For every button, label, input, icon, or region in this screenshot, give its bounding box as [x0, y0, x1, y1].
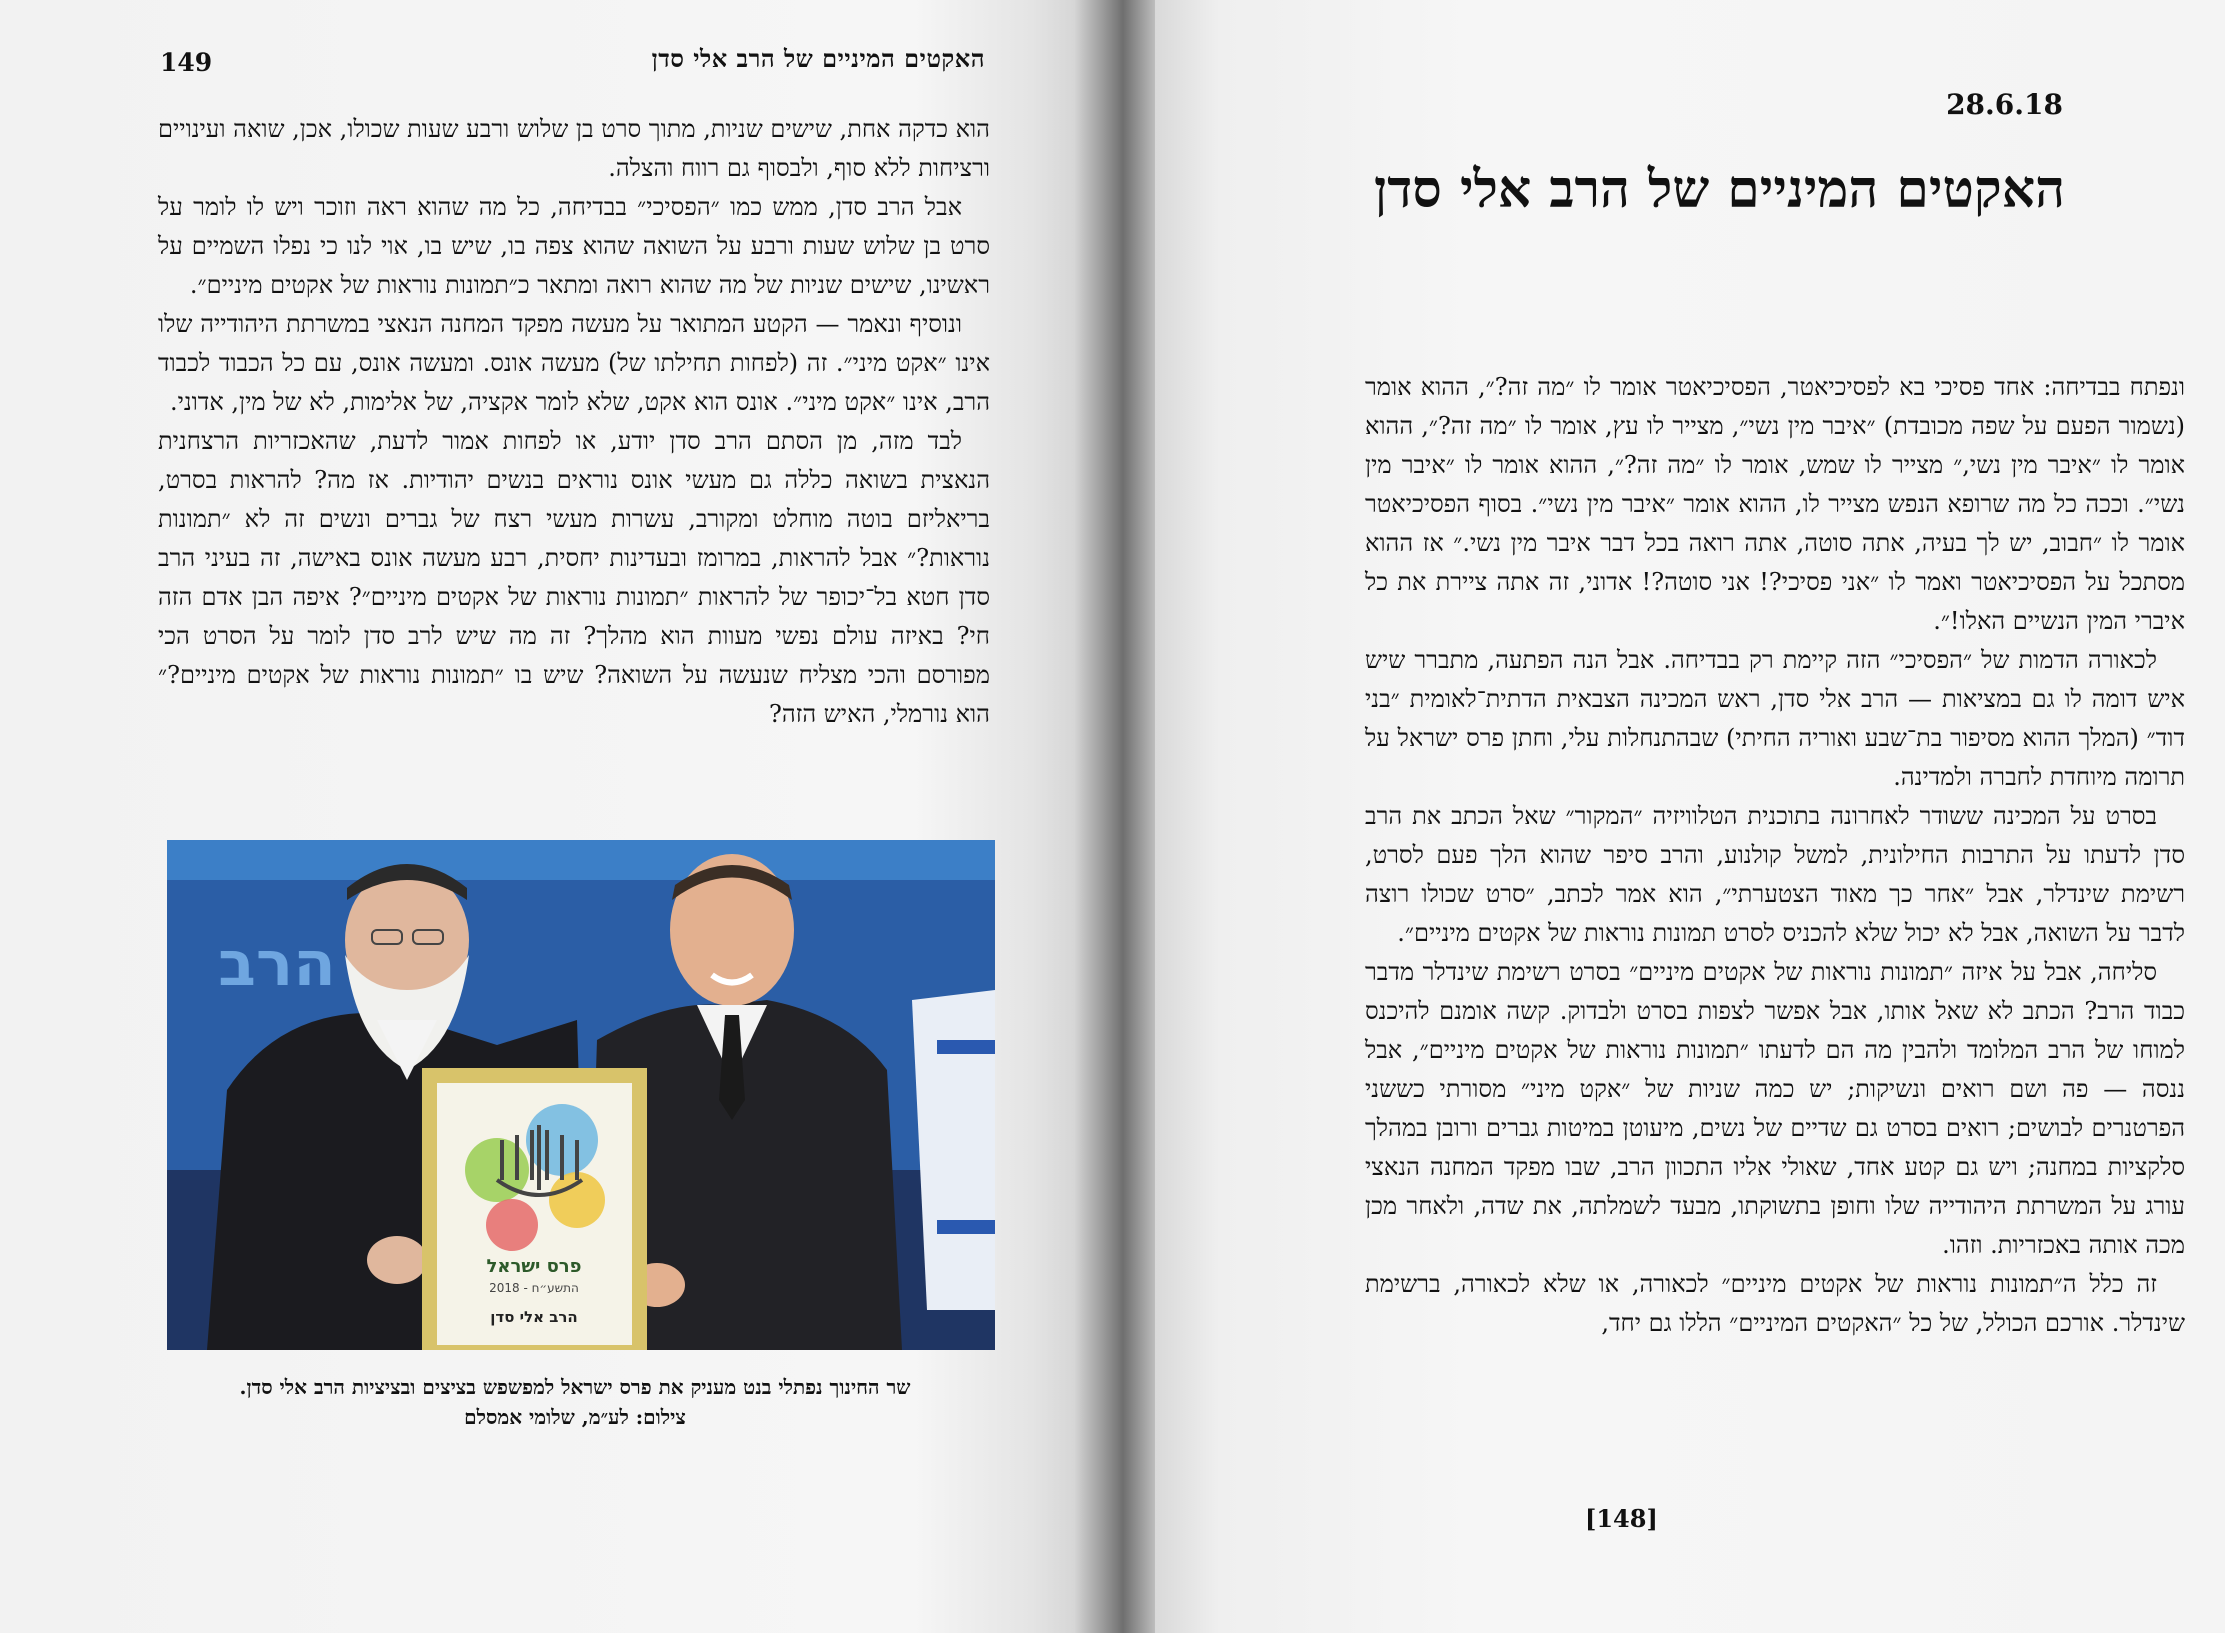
- certificate-title: פרס ישראל: [486, 1256, 582, 1277]
- left-paragraph-4: לבד מזה, מן הסתם הרב סדן יודע, או לפחות אמור לדעת, שהאכזריות הרצחנית הנאצית בשואה כללה גם מעשי אונס נוראים בנשים יהודיות. אז מה? להראות בסרט, בריאליזם בוטה מוחלט ומקורב, עשרות מעשי רצח של גברים ונשים זה לא ״תמונות נוראות?״ אבל להראות, במרומז ובעדינות יחסית, רבע מעשה אונס באישה, זה בעיני הרב סדן חטא בל־יכופר של להראות ״תמונות נוראות של אקטים מיניים״? איפה הבן אדם הזה חי? באיזה עולם נפשי מעוות הוא מהלך? זה מה שיש לרב סדן לומר על הסרט הכי מפורסם והכי מצליח שנעשה על השואה? שיש בו ״תמונות נוראות של אקטים מיניים?״ הוא נורמלי, האיש הזה?: [158, 427, 990, 728]
- left-running-head: האקטים המיניים של הרב אלי סדן: [651, 44, 985, 73]
- right-paragraph-4: סליחה, אבל על איזה ״תמונות נוראות של אקטים מיניים״ בסרט רשימת שינדלר מדבר כבוד הרב? הכתב לא שאל אותו, אבל אפשר לצפות בסרט ולבדוק. קשה אומנם להיכנס למוחו של הרב המלומד ולהבין מה הם לדעתו ״תמונות נוראות של אקטים מיניים״, אבל ננסה — פה ושם רואים ונשיקות; יש כמה שניות של ״אקט מיני״ מסורתי כששני הפרטנרים לבושים; רואים בסרט גם שדיים של נשים, מיעוטן במיטות גברים ורובן במהלך סלקציות במחנה; ויש גם קטע אחד, שאולי אליו התכוון הרב, שבו מפקד המחנה הנאצי עורג על המשרתת היהודייה שלו וחופן בתשוקתו, מבעד לשמלתה, את שדה, ולאחר מכן מכה אותה באכזריות. וזהו.: [1365, 958, 2185, 1259]
- right-body-text: [1365, 368, 2185, 1343]
- right-paragraph-5: זה כלל ה״תמונות נוראות של אקטים מיניים״ לכאורה, או שלא לכאורה, ברשימת שינדלר. אורכם הכולל, של כל ״האקטים המיניים״ הללו גם יחד,: [1365, 1270, 2185, 1337]
- right-page: [1155, 0, 2225, 1633]
- left-paragraph-2: אבל הרב סדן, ממש כמו ״הפסיכי״ בבדיחה, כל מה שהוא ראה וזוכר ויש לו לומר על סרט בן שלוש שעות ורבע על השואה שהוא צפה בו, שיש בו, אוי לנו כי נפלו השמיים על ראשינו, שישים שניות של מה שהוא רואה ומתאר כ״תמונות נוראות של אקטים מיניים״.: [158, 193, 990, 299]
- caption-line-1: שר החינוך נפתלי בנט מעניק את פרס ישראל למפשפש בציצים ובציציות הרב אלי סדן.: [239, 1375, 911, 1399]
- right-paragraph-3: בסרט על המכינה ששודר לאחרונה בתוכנית הטלוויזיה ״המקור״ שאל הכתב את הרב סדן לדעתו על התרבות החילונית, למשל קולנוע, והרב סיפר שהוא הלך פעם לסרט, רשימת שינדלר, אבל ״אחר כך מאוד הצטערתי״, הוא אמר לכתב, ״סרט שכולו רוצה לדבר על השואה, אבל לא יכול שלא להכניס לסרט תמונות נוראות של אקטים מיניים״.: [1365, 802, 2185, 947]
- right-paragraph-2: לכאורה הדמות של ״הפסיכי״ הזה קיימת רק בבדיחה. אבל הנה הפתעה, מתברר שיש איש דומה לו גם במציאות — הרב אלי סדן, ראש המכינה הצבאית הדתית־לאומית ״בני דוד״ (המלך ההוא מסיפור בת־שבע ואוריה החיתי) שבהתנחלות עלי, וחתן פרס ישראל על תרומה מיוחדת לחברה ולמדינה.: [1365, 646, 2186, 791]
- book-gutter: [1075, 0, 1155, 1633]
- left-body-text: [158, 110, 990, 734]
- certificate-name: הרב אלי סדן: [490, 1308, 578, 1326]
- left-page: [0, 0, 1075, 1633]
- left-page-number: 149: [160, 48, 213, 77]
- left-paragraph-3: ונוסיף ונאמר — הקטע המתואר על מעשה מפקד המחנה הנאצי במשרתת היהודייה שלו אינו ״אקט מיני״. זה (לפחות תחילתו של) מעשה אונס. ומעשה אונס, עם כל הכבוד לכבוד הרב, אינו ״אקט מיני״. אונס הוא אקט, שלא לומר אקציה, של אלימות, לא של מין, אדוני.: [158, 310, 990, 416]
- right-paragraph-1: ונפתח בבדיחה: אחד פסיכי בא לפסיכיאטר, הפסיכיאטר אומר לו ״מה זה?״, ההוא אומר (נשמור הפעם על שפה מכובדת) ״איבר מין נשי״, מצייר לו עץ, אומר לו ״מה זה?״, ההוא אומר לו ״איבר מין נשי,״ מצייר לו שמש, אומר לו ״מה זה?״, ההוא אומר לו ״איבר מין נשי״. וככה כל מה שרופא הנפש מצייר לו, ההוא אומר ״איבר מין נשי״. בסוף הפסיכיאטר אומר לו ״חבוב, יש לך בעיה, אתה סוטה, אתה רואה בכל דבר איבר מין נשי.״ אז ההוא מסתכל על הפסיכיאטר ואמר לו ״אני פסיכי?! אני סוטה?! אדוני, זה אתה ציירת את כל איברי המין הנשיים האלו!״.: [1365, 373, 2185, 635]
- caption-line-2: צילום: לע״מ, שלומי אמסלם: [464, 1405, 686, 1429]
- photo-caption: [160, 1372, 990, 1432]
- banner-text: הרב: [218, 927, 336, 1000]
- right-page-number: [148]: [1585, 1504, 1658, 1533]
- award-photo: [167, 840, 995, 1350]
- award-photo-illustration: [167, 840, 995, 1350]
- left-paragraph-1: הוא כדקה אחת, שישים שניות, מתוך סרט בן שלוש ורבע שעות שכולו, אכן, שואה ועינויים ורציחות ללא סוף, ולבסוף גם רווח והצלה.: [158, 115, 990, 182]
- article-date: 28.6.18: [1946, 88, 2063, 121]
- certificate-year: התשע״ח - 2018: [489, 1281, 579, 1295]
- article-title: האקטים המיניים של הרב אלי סדן: [1374, 159, 2065, 220]
